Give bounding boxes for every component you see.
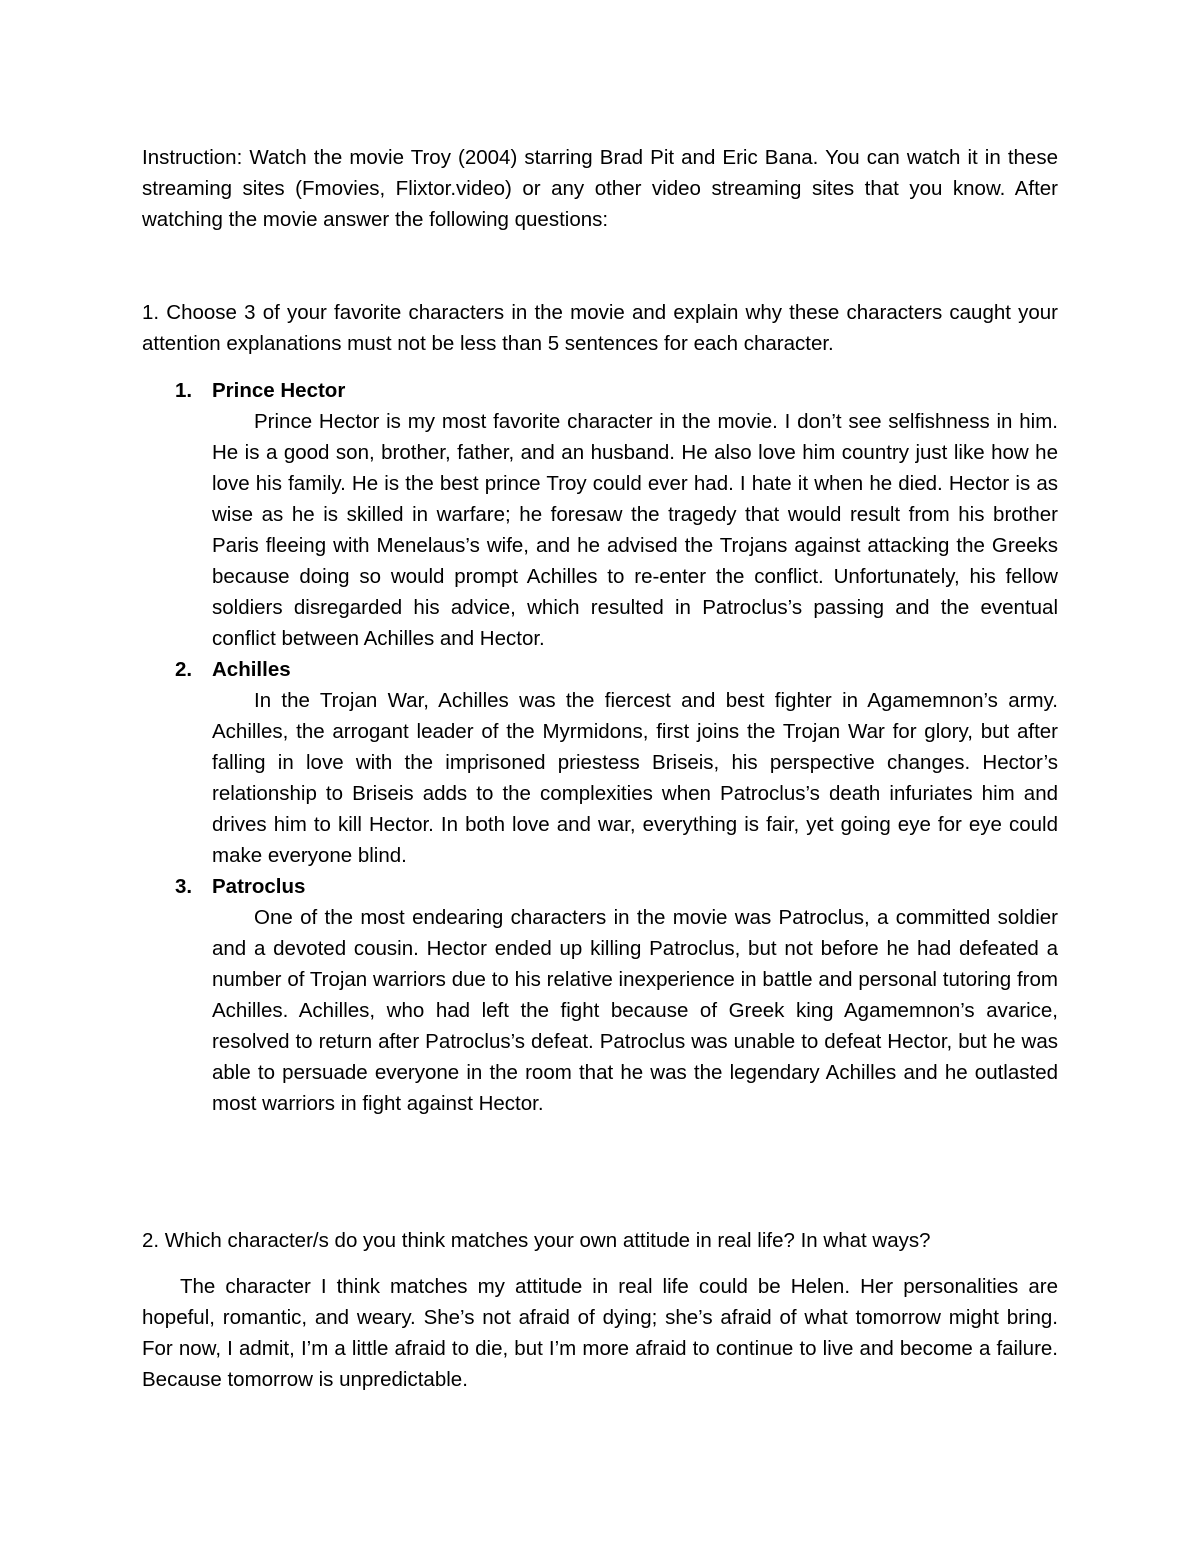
character-explanation: Prince Hector is my most favorite character in the movie. I don’t see selfishness in him. He is a good son, brother, father, and an husband. He also love him country just like how he love his family. He is the best prince Troy could ever had. I hate it when he died. Hector is as wise as he is skilled in warfare; he foresaw the tragedy that would result from his brother Paris fleeing with Menelaus’s wife, and he advised the Trojans against attacking the Greeks because doing so would prompt Achilles to re-enter the conflict. Unfortunately, his fellow soldiers disregarded his advice, which resulted in Patroclus’s passing and the eventual conflict between Achilles and Hector. xyxy=(212,410,1058,650)
list-item-number: 2. xyxy=(175,658,193,681)
character-name: Prince Hector xyxy=(212,379,346,402)
favorite-characters-list xyxy=(142,375,1058,1119)
list-item xyxy=(142,654,1058,871)
character-name: Achilles xyxy=(212,658,291,681)
answer-2-paragraph: The character I think matches my attitude in real life could be Helen. Her personalities are hopeful, romantic, and weary. She’s not afraid of dying; she’s afraid of what tomorrow might bring. For now, I admit, I’m a little afraid to die, but I’m more afraid to continue to live and become a failure. Because tomorrow is unpredictable. xyxy=(142,1275,1058,1391)
question-1: 1. Choose 3 of your favorite characters in the movie and explain why these characters caught your attention explanations must not be less than 5 sentences for each character. xyxy=(142,301,1058,355)
character-explanation: One of the most endearing characters in the movie was Patroclus, a committed soldier and a devoted cousin. Hector ended up killing Patroclus, but not before he had defeated a number of Trojan warriors due to his relative inexperience in battle and personal tutoring from Achilles. Achilles, who had left the fight because of Greek king Agamemnon’s avarice, resolved to return after Patroclus’s defeat. Patroclus was unable to defeat Hector, but he was able to persuade everyone in the room that he was the legendary Achilles and he outlasted most warriors in fight against Hector. xyxy=(212,906,1058,1115)
character-name: Patroclus xyxy=(212,875,306,898)
question-2: 2. Which character/s do you think matches your own attitude in real life? In what ways? xyxy=(142,1229,931,1252)
list-item xyxy=(142,871,1058,1119)
instruction-paragraph: Instruction: Watch the movie Troy (2004) starring Brad Pit and Eric Bana. You can watch it in these streaming sites (Fmovies, Flixtor.video) or any other video streaming sites that you know. After watching the movie answer the following questions: xyxy=(142,146,1058,231)
list-item xyxy=(142,375,1058,654)
character-explanation: In the Trojan War, Achilles was the fiercest and best fighter in Agamemnon’s army. Achilles, the arrogant leader of the Myrmidons, first joins the Trojan War for glory, but after falling in love with the imprisoned priestess Briseis, his perspective changes. Hector’s relationship to Briseis adds to the complexities when Patroclus’s death infuriates him and drives him to kill Hector. In both love and war, everything is fair, yet going eye for eye could make everyone blind. xyxy=(212,689,1058,867)
list-item-number: 3. xyxy=(175,875,193,898)
list-item-number: 1. xyxy=(175,379,193,402)
